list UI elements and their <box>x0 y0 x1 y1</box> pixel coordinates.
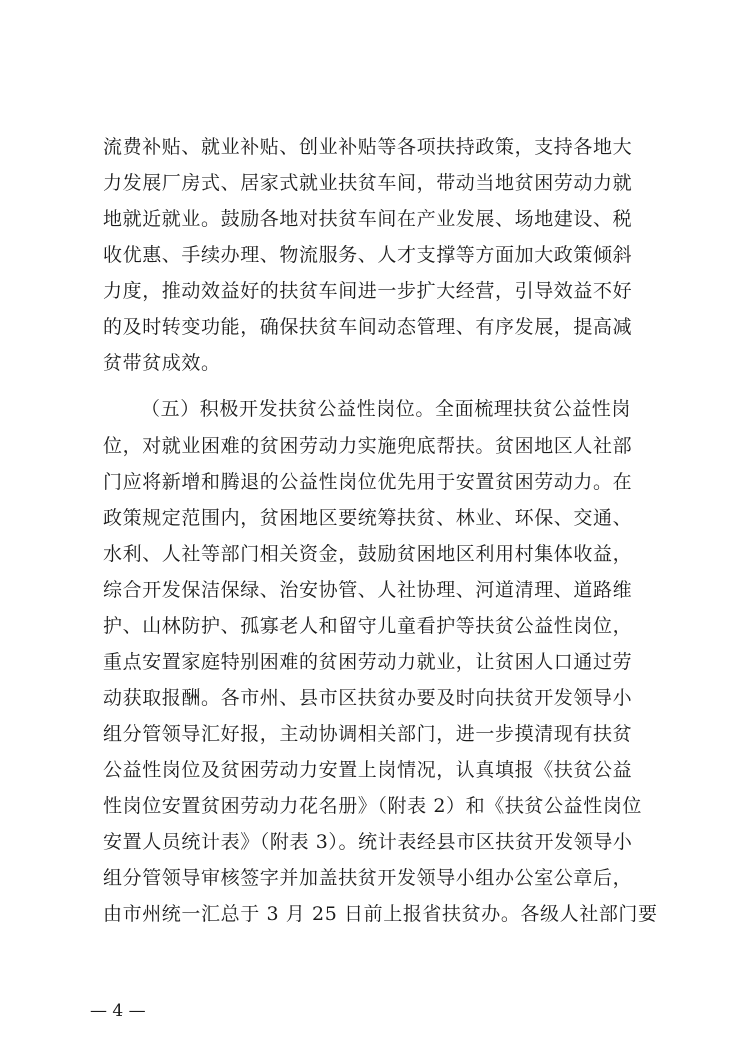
body-text-line: 的及时转变功能，确保扶贫车间动态管理、有序发展，提高减 <box>103 316 633 338</box>
body-text-line: 水利、人社等部门相关资金，鼓励贫困地区利用村集体收益， <box>103 543 633 565</box>
page-number: — 4 — <box>90 1001 146 1021</box>
body-text-line: 动获取报酬。各市州、县市区扶贫办要及时向扶贫开发领导小 <box>103 687 633 709</box>
body-text-line: 流费补贴、就业补贴、创业补贴等各项扶持政策，支持各地大 <box>103 136 633 158</box>
body-text-line: 组分管领导汇好报，主动协调相关部门，进一步摸清现有扶贫 <box>103 723 633 745</box>
body-text-line: 门应将新增和腾退的公益性岗位优先用于安置贫困劳动力。在 <box>103 471 633 493</box>
body-text-line: 组分管领导审核签字并加盖扶贫开发领导小组办公室公章后， <box>103 867 633 889</box>
body-text-line: 位，对就业困难的贫困劳动力实施兜底帮扶。贫困地区人社部 <box>103 435 633 457</box>
body-text-line: 政策规定范围内，贫困地区要统筹扶贫、林业、环保、交通、 <box>103 507 633 529</box>
body-text-line: 重点安置家庭特别困难的贫困劳动力就业，让贫困人口通过劳 <box>103 651 633 673</box>
section-heading-line: （五）积极开发扶贫公益性岗位。全面梳理扶贫公益性岗 <box>141 398 632 420</box>
body-text-line: 收优惠、手续办理、物流服务、人才支撑等方面加大政策倾斜 <box>103 244 633 266</box>
body-text-line: 公益性岗位及贫困劳动力安置上岗情况，认真填报《扶贫公益 <box>103 759 633 781</box>
body-text-line: 综合开发保洁保绿、治安协管、人社协理、河道清理、道路维 <box>103 579 633 601</box>
body-text-line: 性岗位安置贫困劳动力花名册》（附表 2）和《扶贫公益性岗位 <box>103 795 643 817</box>
body-text-line: 力发展厂房式、居家式就业扶贫车间，带动当地贫困劳动力就 <box>103 172 633 194</box>
body-text-line: 贫带贫成效。 <box>103 352 221 374</box>
body-text-line: 安置人员统计表》（附表 3）。统计表经县市区扶贫开发领导小 <box>103 831 633 853</box>
body-text-line: 力度，推动效益好的扶贫车间进一步扩大经营，引导效益不好 <box>103 280 633 302</box>
body-text-line: 由市州统一汇总于 3 月 25 日前上报省扶贫办。各级人社部门要 <box>103 903 658 925</box>
body-text-line: 地就近就业。鼓励各地对扶贫车间在产业发展、场地建设、税 <box>103 208 633 230</box>
body-text-line: 护、山林防护、孤寡老人和留守儿童看护等扶贫公益性岗位， <box>103 615 633 637</box>
